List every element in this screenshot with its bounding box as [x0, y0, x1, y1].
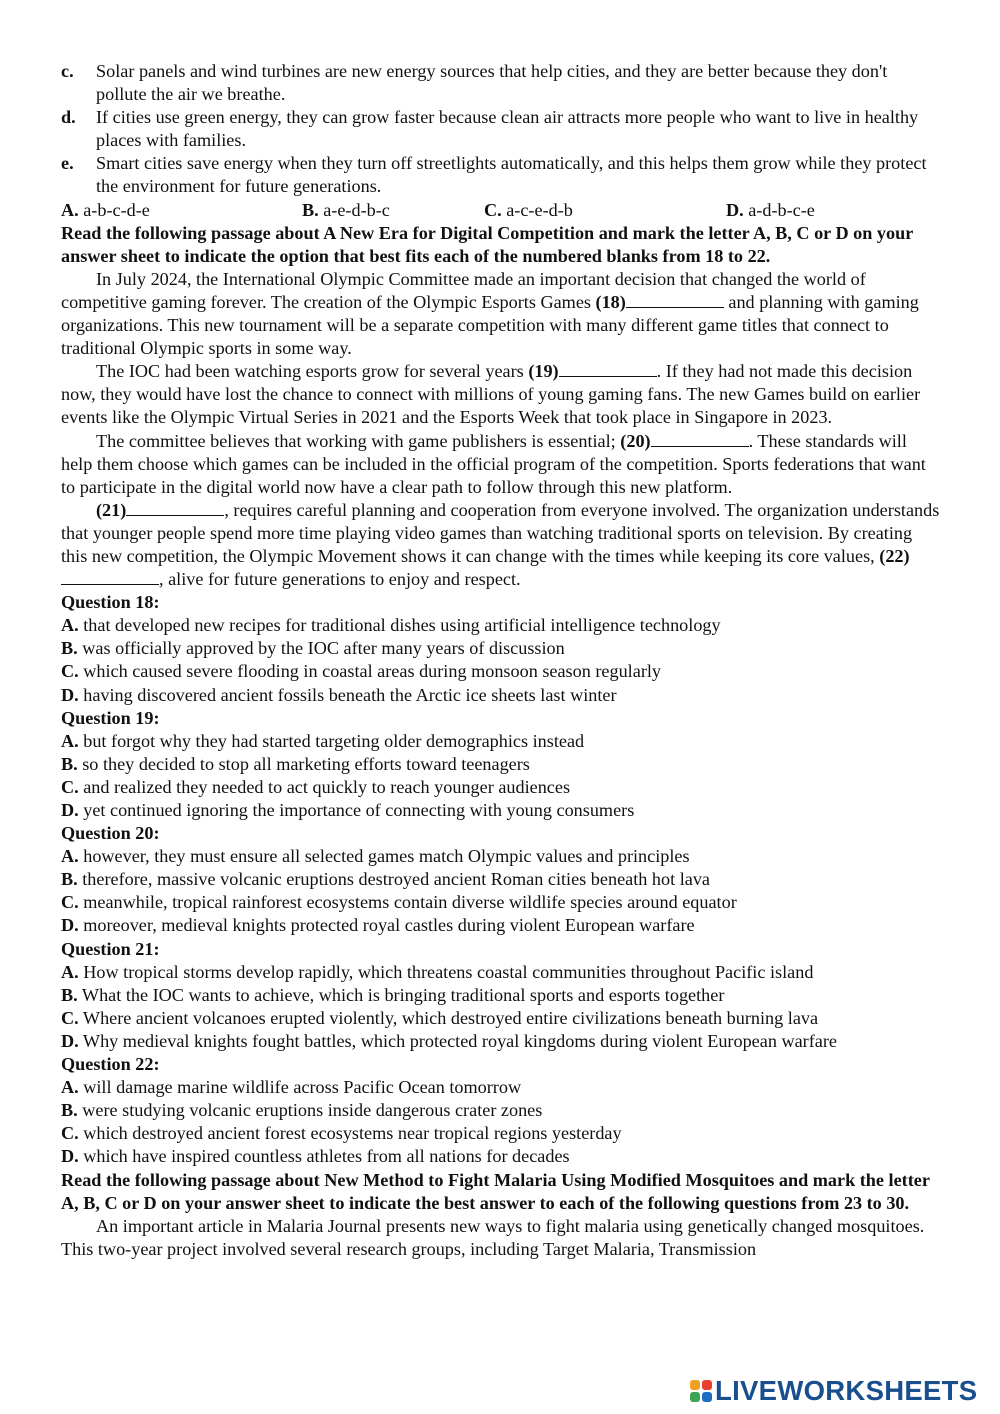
answer-option[interactable]: A. however, they must ensure all selected games match Olympic values and principles [61, 846, 690, 867]
list-item [61, 152, 941, 198]
sentence-list [61, 60, 941, 199]
answer-option[interactable]: C. a-c-e-d-b [484, 199, 573, 220]
question-title: Question 19: [61, 707, 160, 728]
answer-option[interactable]: B. What the IOC wants to achieve, which is bringing traditional sports and esports together [61, 984, 725, 1005]
question-block [61, 591, 941, 706]
item-letter: d. [61, 107, 76, 128]
answer-option[interactable]: C. which destroyed ancient forest ecosystems near tropical regions yesterday [61, 1123, 622, 1144]
item-text: If cities use green energy, they can grow faster because clean air attracts more people who want to live in healthy places with families. [96, 107, 919, 151]
answer-option[interactable]: B. were studying volcanic eruptions inside dangerous crater zones [61, 1100, 543, 1121]
item-text: Smart cities save energy when they turn off streetlights automatically, and this helps them grow while they protect the environment for future generations. [96, 153, 927, 197]
answer-option[interactable]: D. Why medieval knights fought battles, which protected royal kingdoms during violent European warfare [61, 1030, 837, 1051]
list-item [61, 106, 941, 152]
blank-number: (20) [620, 430, 651, 451]
question-block [61, 1053, 941, 1168]
answer-option[interactable]: D. yet continued ignoring the importance of connecting with young consumers [61, 800, 635, 820]
question-title: Question 22: [61, 1054, 160, 1075]
item-letter: e. [61, 153, 74, 174]
blank-line[interactable] [626, 291, 724, 308]
blank-line[interactable] [559, 360, 657, 377]
question-block [61, 822, 941, 937]
watermark-text: LIVEWORKSHEETS [715, 1375, 978, 1406]
blank-number: (22) [879, 545, 910, 566]
answer-option[interactable]: B. a-e-d-b-c [302, 199, 390, 220]
question-title: Question 18: [61, 592, 160, 613]
answer-option[interactable]: C. Where ancient volcanoes erupted violently, which destroyed entire civilizations beneath burning lava [61, 1007, 819, 1028]
answer-option[interactable]: C. meanwhile, tropical rainforest ecosystems contain diverse wildlife species around equator [61, 892, 737, 913]
worksheet-page [61, 60, 941, 1261]
passage-paragraph: An important article in Malaria Journal presents new ways to fight malaria using genetically changed mosquitoes. This two-year project involved several research groups, including Target Malaria, Transmission [61, 1215, 925, 1259]
answer-option[interactable]: C. which caused severe flooding in coastal areas during monsoon season regularly [61, 661, 662, 682]
passage-paragraph: In July 2024, the International Olympic Committee made an important decision that changed the world of competitive gaming forever. The creation of the Olympic Esports Games (18) and planning with gaming organizations. This new tournament will be a separate competition with many different game titles that connect to traditional Olympic sports in some way. [61, 268, 919, 359]
logo-square [702, 1380, 712, 1390]
passage-paragraph: The committee believes that working with game publishers is essential; (20) . These standards will help them choose which games can be included in the official program of the competition. Sports federations that want to participate in the digital world now have a clear path to follow through this new platform. [61, 430, 926, 497]
liveworksheets-watermark [690, 1374, 990, 1408]
answer-option[interactable]: D. having discovered ancient fossils beneath the Arctic ice sheets last winter [61, 684, 617, 705]
answer-option[interactable]: A. a-b-c-d-e [61, 199, 150, 220]
question-block [61, 707, 941, 822]
logo-square [702, 1392, 712, 1402]
answer-option[interactable]: B. so they decided to stop all marketing efforts toward teenagers [61, 753, 530, 774]
answer-option[interactable]: B. was officially approved by the IOC after many years of discussion [61, 638, 565, 659]
q17-answer-options [61, 199, 941, 222]
answer-option[interactable]: A. but forgot why they had started targeting older demographics instead [61, 730, 585, 751]
item-letter: c. [61, 61, 74, 81]
answer-option[interactable]: D. moreover, medieval knights protected royal castles during violent European warfare [61, 915, 695, 936]
logo-square [690, 1392, 700, 1402]
blank-number: (21) [96, 499, 127, 520]
item-text: Solar panels and wind turbines are new energy sources that help cities, and they are better because they don't pollute the air we breathe. [96, 61, 888, 105]
blank-number: (19) [528, 361, 559, 382]
list-item [61, 60, 941, 106]
question-block [61, 938, 941, 1053]
question-title: Question 21: [61, 938, 160, 959]
liveworksheets-logo-icon [690, 1380, 712, 1402]
passage-paragraph: (21) , requires careful planning and cooperation from everyone involved. The organization understands that younger people spend more time playing video games than watching traditional sports on television. By creating this new competition, the Olympic Movement shows it can change with the times while keeping its core values, (22), alive for future generations to enjoy and respect. [61, 499, 940, 590]
logo-square [690, 1380, 700, 1390]
blank-number: (18) [595, 291, 626, 312]
question-title: Question 20: [61, 823, 160, 844]
section-instruction: Read the following passage about A New Era for Digital Competition and mark the letter A, B, C or D on your answer sheet to indicate the option that best fits each of the numbered blanks from 18 to 22. [61, 222, 913, 266]
answer-option[interactable]: D. a-d-b-c-e [726, 199, 815, 220]
passage-paragraph: The IOC had been watching esports grow for several years (19) . If they had not made this decision now, they would have lost the chance to connect with millions of young gaming fans. The new Games build on earlier events like the Olympic Virtual Series in 2021 and the Esports Week that took place in Singapore in 2023. [61, 361, 921, 428]
blank-line[interactable] [126, 499, 224, 516]
blank-line[interactable] [61, 568, 159, 585]
answer-option[interactable]: A. will damage marine wildlife across Pacific Ocean tomorrow [61, 1077, 522, 1098]
answer-option[interactable]: A. How tropical storms develop rapidly, which threatens coastal communities throughout Pacific island [61, 961, 814, 982]
answer-option[interactable]: B. therefore, massive volcanic eruptions destroyed ancient Roman cities beneath hot lava [61, 869, 710, 890]
section-instruction: Read the following passage about New Method to Fight Malaria Using Modified Mosquitoes and mark the letter A, B, C or D on your answer sheet to indicate the best answer to each of the following questions from 23 to 30. [61, 1169, 930, 1213]
answer-option[interactable]: D. which have inspired countless athletes from all nations for decades [61, 1146, 570, 1167]
answer-option[interactable]: A. that developed new recipes for traditional dishes using artificial intelligence technology [61, 615, 721, 636]
answer-option[interactable]: C. and realized they needed to act quickly to reach younger audiences [61, 776, 571, 797]
blank-line[interactable] [651, 430, 749, 447]
